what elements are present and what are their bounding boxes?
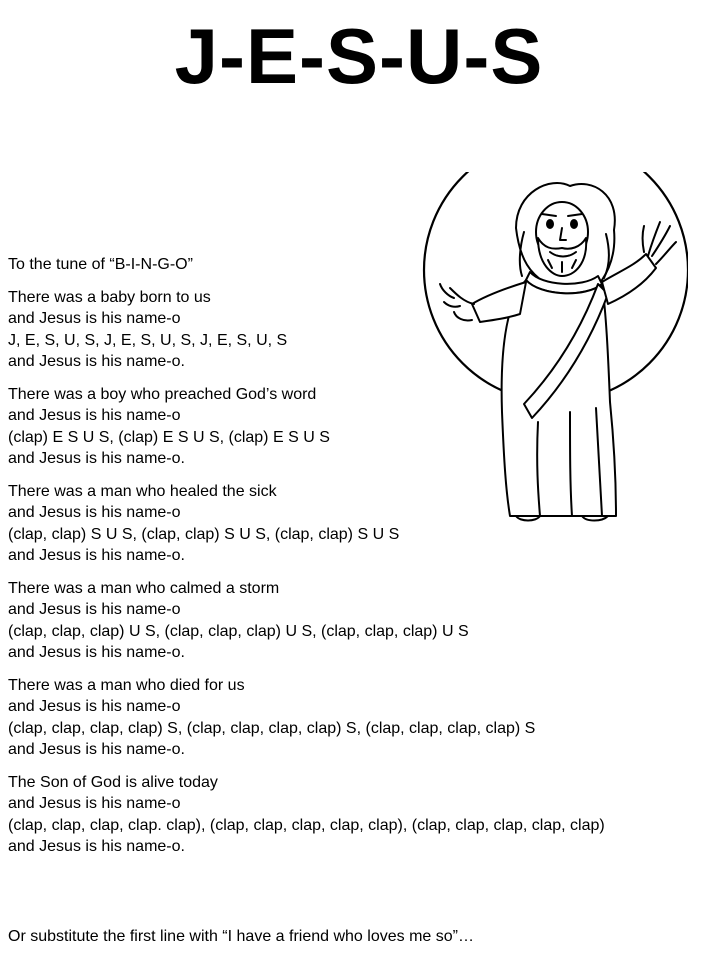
verse-line: The Son of God is alive today xyxy=(8,773,218,791)
verse-line: and Jesus is his name-o xyxy=(8,795,181,812)
verse-line: There was a baby born to us xyxy=(8,288,211,306)
verse xyxy=(8,772,708,858)
song-lyrics xyxy=(8,254,708,869)
verse-line: and Jesus is his name-o. xyxy=(8,838,185,855)
verse-line: and Jesus is his name-o xyxy=(8,310,181,327)
verse-line: There was a boy who preached God’s word xyxy=(8,385,317,403)
verse-list xyxy=(8,287,708,858)
tune-note: To the tune of “B-I-N-G-O” xyxy=(8,256,193,273)
verse-line: There was a man who died for us xyxy=(8,676,245,694)
verse-line: and Jesus is his name-o xyxy=(8,504,181,521)
verse-line: J, E, S, U, S, J, E, S, U, S, J, E, S, U, S xyxy=(8,331,288,349)
verse-line: There was a man who calmed a storm xyxy=(8,579,280,597)
verse-line: and Jesus is his name-o xyxy=(8,698,181,715)
verse-line: and Jesus is his name-o. xyxy=(8,741,185,758)
verse-line: (clap) E S U S, (clap) E S U S, (clap) E S U S xyxy=(8,428,330,446)
verse-line: and Jesus is his name-o. xyxy=(8,450,185,467)
verse xyxy=(8,578,708,664)
verse-line: and Jesus is his name-o. xyxy=(8,353,185,370)
verse xyxy=(8,481,708,567)
verse-line: and Jesus is his name-o xyxy=(8,601,181,618)
verse xyxy=(8,675,708,761)
verse-line: (clap, clap) S U S, (clap, clap) S U S, (clap, clap) S U S xyxy=(8,525,400,543)
verse-line: (clap, clap, clap) U S, (clap, clap, clap) U S, (clap, clap, clap) U S xyxy=(8,622,469,640)
verse-line: (clap, clap, clap, clap. clap), (clap, clap, clap, clap, clap), (clap, clap, clap, clap, clap) xyxy=(8,816,605,834)
verse xyxy=(8,384,708,470)
page-title: J-E-S-U-S xyxy=(174,12,544,100)
verse xyxy=(8,287,708,373)
substitution-note: Or substitute the first line with “I have a friend who loves me so”… xyxy=(8,928,474,945)
verse-line: There was a man who healed the sick xyxy=(8,482,277,500)
verse-line: and Jesus is his name-o. xyxy=(8,547,185,564)
verse-line: (clap, clap, clap, clap) S, (clap, clap, clap, clap) S, (clap, clap, clap, clap) S xyxy=(8,719,536,737)
verse-line: and Jesus is his name-o. xyxy=(8,644,185,661)
verse-line: and Jesus is his name-o xyxy=(8,407,181,424)
